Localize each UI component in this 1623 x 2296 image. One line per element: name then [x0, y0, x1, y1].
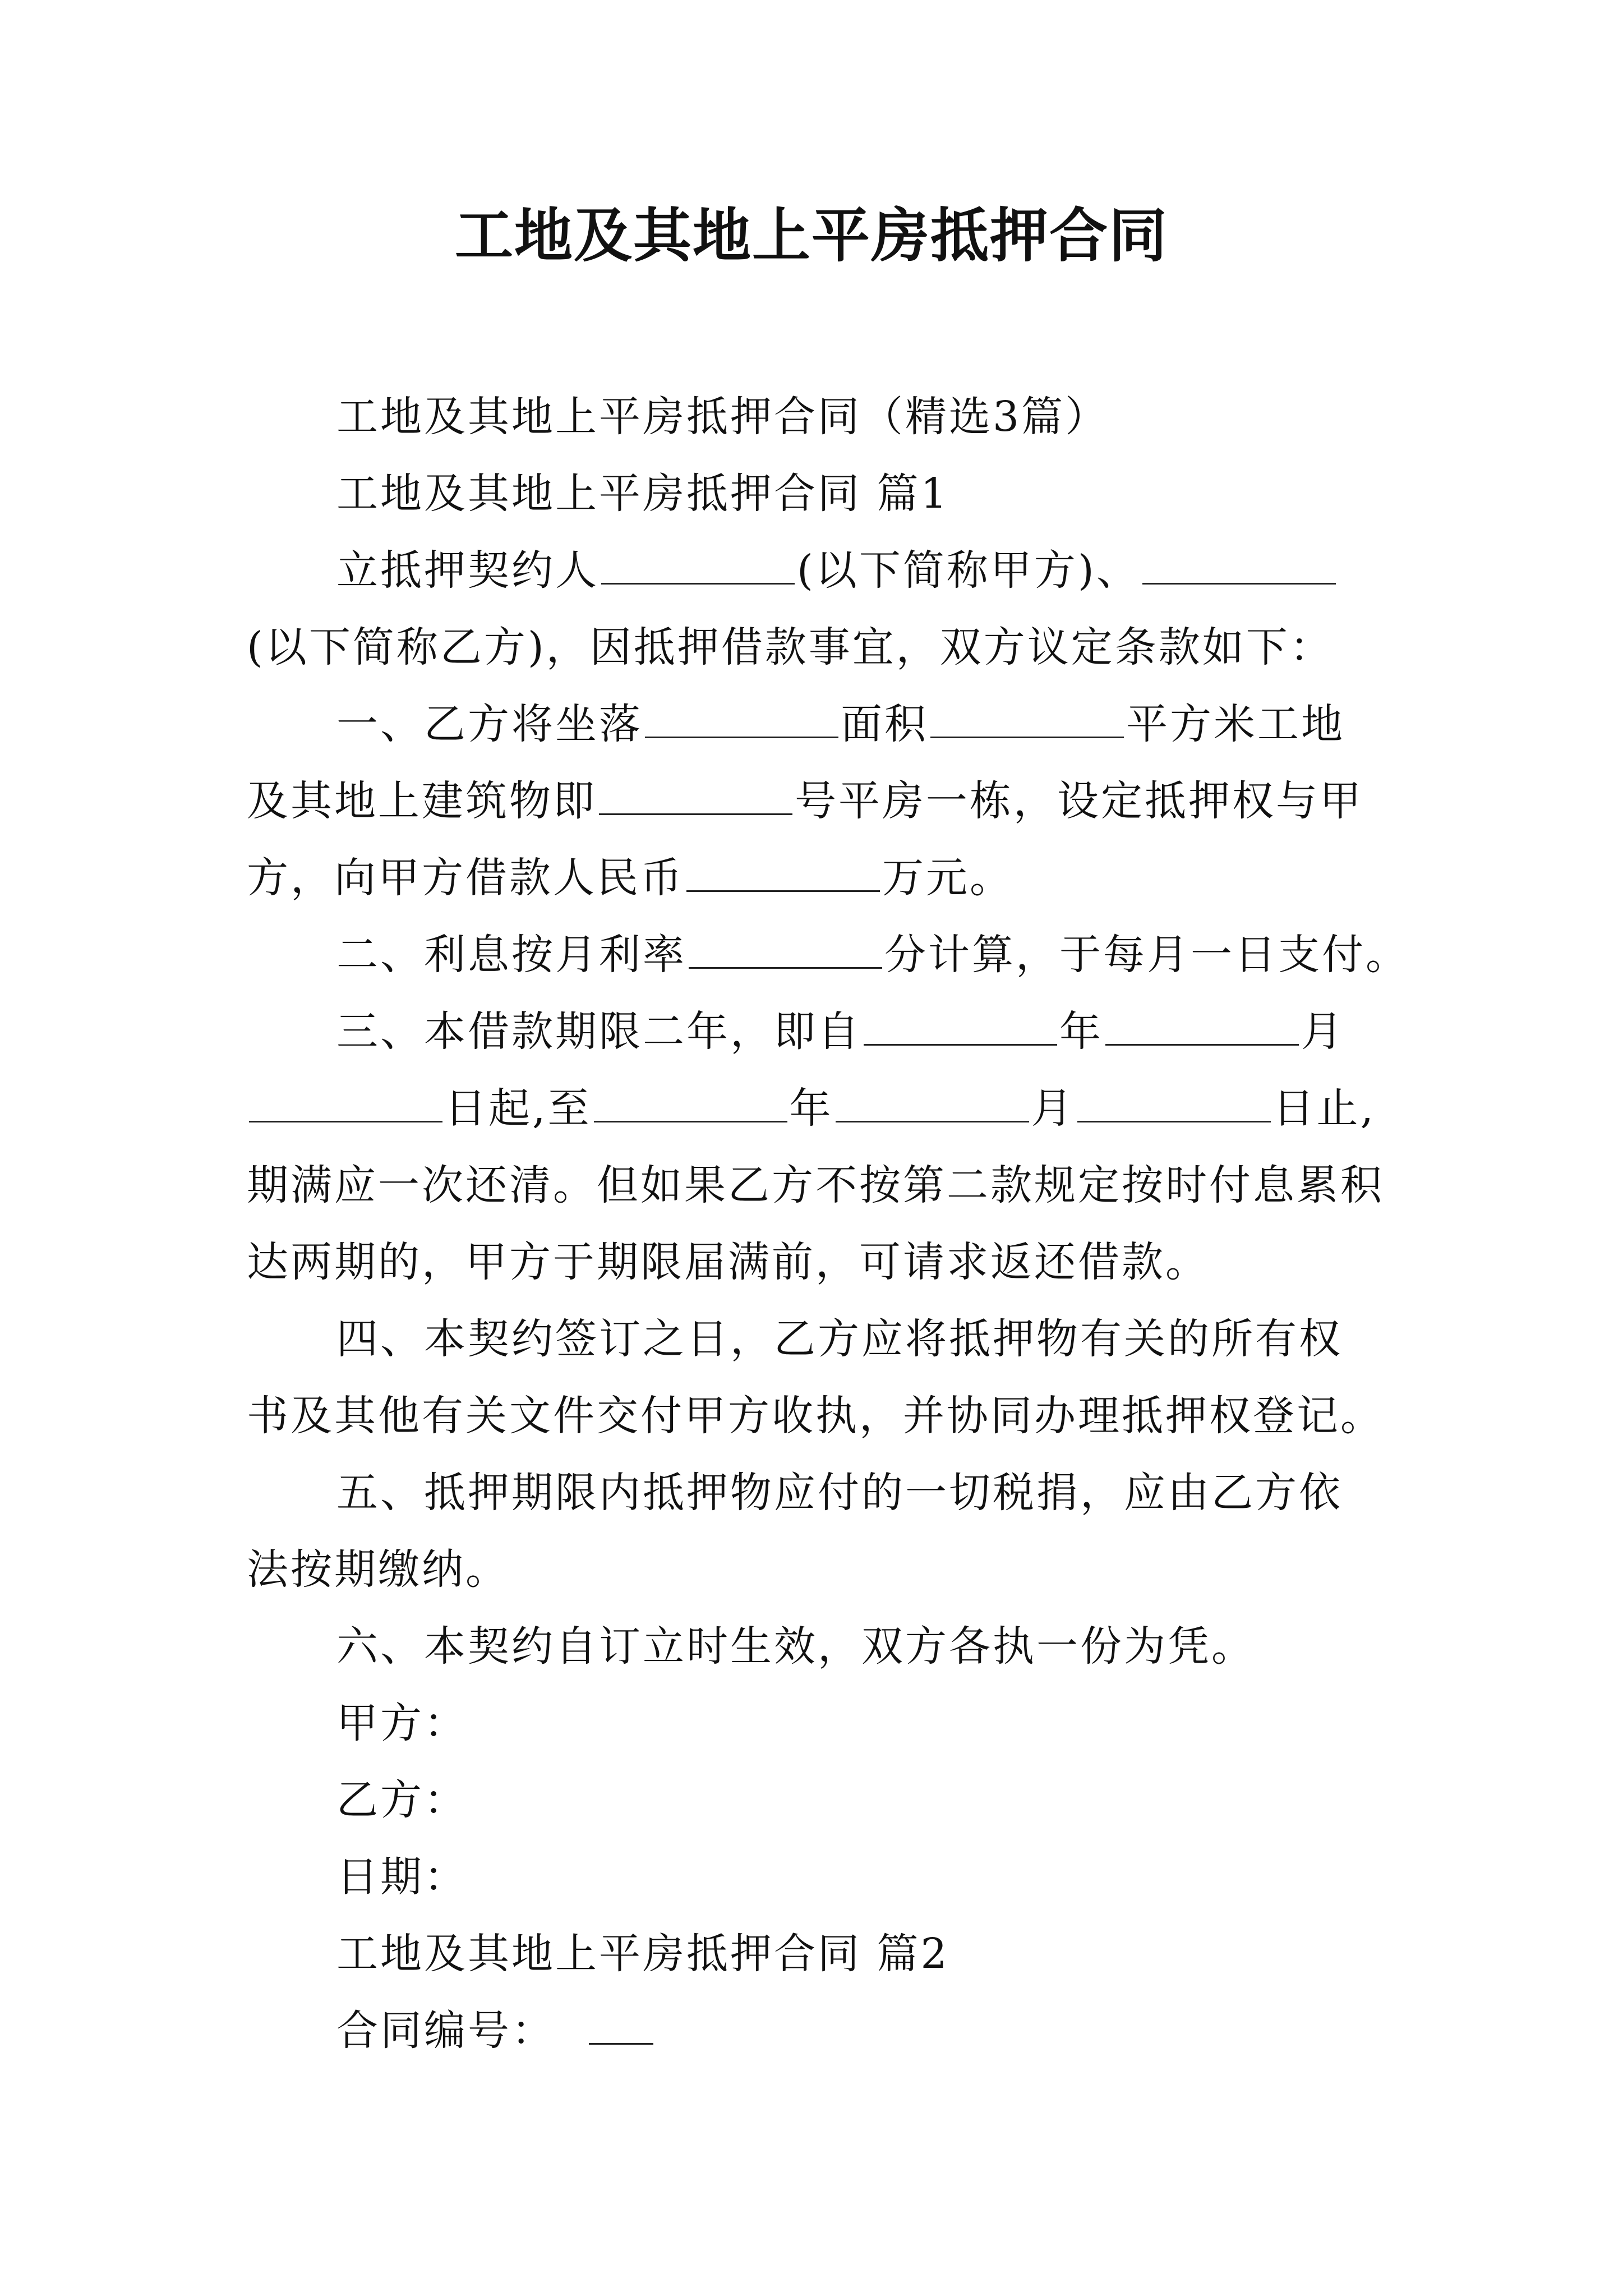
- text-fragment: 年: [1059, 1007, 1103, 1056]
- text-fragment: 年: [789, 1084, 833, 1133]
- paragraph-clause-4: 四、本契约签订之日，乙方应将抵押物有关的所有权书及其他有关文件交付甲方收执，并协同办理抵押权登记。: [247, 1315, 1384, 1440]
- text-fragment: 万元。: [882, 854, 1013, 902]
- contract-number-line: [247, 1993, 1385, 2069]
- text-fragment: 分计算，于每月一日支付。: [884, 931, 1409, 979]
- paragraph-clause-2: [247, 917, 1409, 993]
- fill-in-blank: [645, 702, 838, 738]
- fill-in-blank: [599, 779, 792, 815]
- text-fragment: 面积: [841, 700, 928, 748]
- signature-party-a: 甲方：: [336, 1699, 468, 1747]
- text-fragment: 立抵押契约人: [336, 546, 599, 595]
- fill-in-blank: [249, 1086, 442, 1122]
- text-fragment: 日起,至: [445, 1084, 592, 1133]
- signature-party-b: 乙方：: [336, 1776, 468, 1824]
- paragraph-clause-1: [247, 686, 1385, 917]
- contract-number-label: 合同编号：: [336, 2007, 555, 2055]
- text-fragment: (以下简称乙方)，因抵押借款事宜，双方议定条款如下：: [247, 623, 1334, 671]
- section-heading-1: 工地及其地上平房抵押合同 篇1: [336, 470, 949, 518]
- document-body: [247, 379, 1409, 2069]
- text-fragment: 平方米工地及其地上建筑物即: [247, 700, 1345, 825]
- paragraph-clause-6: 六、本契约自订立时生效，双方各执一份为凭。: [336, 1622, 1255, 1671]
- section-heading-2: 工地及其地上平房抵押合同 篇2: [336, 1930, 949, 1978]
- document-title: 工地及其地上平房抵押合同: [454, 201, 1168, 270]
- paragraph-parties: [247, 532, 1385, 686]
- fill-in-blank: [594, 1086, 787, 1122]
- text-fragment: 号平房一栋，设定抵押权与甲方，向甲方借款人民币: [247, 777, 1363, 902]
- fill-in-blank: [930, 702, 1124, 738]
- fill-in-blank: [689, 932, 882, 969]
- text-fragment: 月: [1031, 1084, 1075, 1133]
- text-fragment: 三、本借款期限二年，即自: [336, 1007, 861, 1056]
- fill-in-blank: [686, 855, 880, 892]
- fill-in-blank: [1142, 548, 1336, 585]
- paragraph-clause-3: [247, 993, 1385, 1301]
- fill-in-blank: [601, 548, 795, 585]
- fill-in-blank: [1105, 1009, 1299, 1046]
- paragraph-clause-5: 五、抵押期限内抵押物应付的一切税捐，应由乙方依法按期缴纳。: [247, 1469, 1343, 1594]
- text-fragment: 日止,期满应一次还清。但如果乙方不按第二款规定按时付息累积达两期的，甲方于期限届满前，可请求返还借款。: [247, 1084, 1384, 1286]
- fill-in-blank: [864, 1009, 1057, 1046]
- text-fragment: 月: [1301, 1007, 1345, 1056]
- fill-in-blank: [589, 2008, 653, 2045]
- document-subtitle: 工地及其地上平房抵押合同（精选3篇）: [336, 393, 1109, 441]
- signature-date: 日期：: [336, 1853, 468, 1901]
- fill-in-blank: [836, 1086, 1029, 1122]
- fill-in-blank: [1077, 1086, 1271, 1122]
- text-fragment: (以下简称甲方)、: [797, 546, 1140, 595]
- text-fragment: 一、乙方将坐落: [336, 700, 643, 748]
- text-fragment: 二、利息按月利率: [336, 931, 686, 979]
